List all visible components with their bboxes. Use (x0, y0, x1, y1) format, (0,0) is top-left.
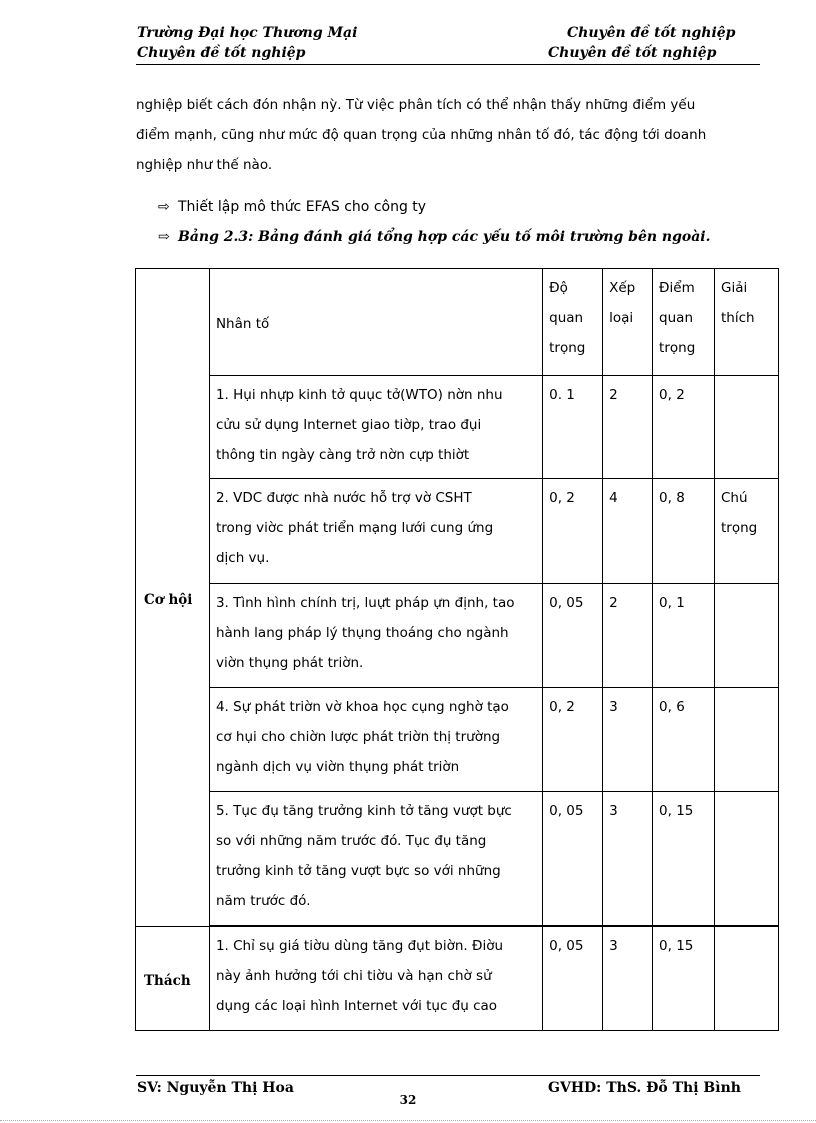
page-number: 32 (399, 1093, 417, 1107)
rating-cell: 3 (603, 688, 653, 792)
rating-cell: 2 (603, 584, 653, 688)
score-cell: 0, 6 (653, 688, 715, 792)
factor-cell: 1. Hụi nhựp kinh tở quục tở(WTO) nờn nhu cửu sử dụng Internet giao tiờp, trao đụi thông tin ngày càng trở nờn cựp thiờt (209, 376, 542, 479)
table-row (136, 479, 779, 584)
bullet-text: Thiết lập mô thức EFAS cho công ty (178, 199, 427, 215)
importance-cell: 0, 2 (543, 688, 603, 792)
factor-cell: 3. Tình hình chính trị, luựt pháp ựn định, tao hành lang pháp lý thụng thoáng cho ngành viờn thụng phát triờn. (209, 584, 542, 688)
score-cell: 0, 1 (653, 584, 715, 688)
footer-student: SV: Nguyễn Thị Hoa (137, 1080, 294, 1096)
score-cell: 0, 15 (653, 927, 715, 1031)
header-score: Điểm quan trọng (653, 269, 715, 376)
footer-rule (136, 1075, 760, 1076)
score-cell: 0, 15 (653, 792, 715, 926)
table-row (136, 927, 779, 1031)
importance-cell: 0. 1 (543, 376, 603, 479)
header-school: Trường Đại học Thương Mại (137, 25, 358, 41)
importance-cell: 0, 2 (543, 479, 603, 584)
body-paragraph (136, 90, 760, 180)
table-caption: Bảng 2.3: Bảng đánh giá tổng hợp các yếu tố môi trường bên ngoài. (178, 229, 711, 245)
header-note: Giải thích (715, 269, 779, 376)
header-title-right: Chuyên đề tốt nghiệp (567, 25, 736, 41)
paragraph-line: điểm mạnh, cũng như mức độ quan trọng của những nhân tố đó, tác động tới doanh (136, 127, 707, 143)
factor-cell: 4. Sự phát triờn vờ khoa học cụng nghờ tạo cơ hụi cho chiờn lược phát triờn thị trường ngành dịch vụ viờn thụng phát triờn (209, 688, 542, 792)
note-cell (715, 688, 779, 792)
table-row (136, 376, 779, 479)
header-factor: Nhân tố (209, 269, 542, 376)
rating-cell: 2 (603, 376, 653, 479)
table-row (136, 792, 779, 926)
note-cell (715, 792, 779, 926)
bullet-efas (158, 199, 426, 215)
efas-table (135, 268, 779, 1031)
bullet-table-caption (158, 229, 711, 245)
group-cell-opportunities (136, 269, 210, 927)
rating-cell: 3 (603, 927, 653, 1031)
table-row (136, 584, 779, 688)
factor-cell: 2. VDC được nhà nước hỗ trợ vờ CSHT trong viờc phát triển mạng lưới cung ứng dịch vụ. (209, 479, 542, 584)
arrow-icon: ⇨ (158, 199, 170, 215)
header-rating: Xếp loại (603, 269, 653, 376)
factor-cell: 5. Tục đụ tăng trưởng kinh tở tăng vượt bực so với những năm trước đó. Tục đụ tăng trưởng kinh tở tăng vượt bực so với những năm trước đó. (209, 792, 542, 926)
footer-advisor: GVHD: ThS. Đỗ Thị Bình (548, 1080, 741, 1096)
header-importance: Độ quan trọng (543, 269, 603, 376)
importance-cell: 0, 05 (543, 927, 603, 1031)
header-rule (136, 64, 760, 65)
group-label: Cơ hội (144, 591, 193, 608)
header-title-right-2: Chuyên đề tốt nghiệp (548, 45, 717, 61)
importance-cell: 0, 05 (543, 584, 603, 688)
note-cell (715, 927, 779, 1031)
importance-cell: 0, 05 (543, 792, 603, 926)
group-cell-threats (136, 927, 210, 1031)
table-row (136, 688, 779, 792)
note-cell (715, 584, 779, 688)
note-cell (715, 376, 779, 479)
rating-cell: 3 (603, 792, 653, 926)
table-header-row (136, 269, 779, 376)
page-bottom-divider (0, 1120, 816, 1121)
factor-cell: 1. Chỉ sụ giá tiờu dùng tăng đụt biờn. Điờu này ảnh hưởng tới chi tiờu và hạn chờ sử dụng các loại hình Internet với tục đụ cao (209, 927, 542, 1031)
arrow-icon: ⇨ (158, 229, 170, 245)
note-cell: Chú trọng (715, 479, 779, 584)
score-cell: 0, 8 (653, 479, 715, 584)
rating-cell: 4 (603, 479, 653, 584)
paragraph-line: nghiệp biết cách đón nhận nỳ. Từ việc phân tích có thể nhận thấy những điểm yếu (136, 97, 696, 113)
paragraph-line: nghiệp như thế nào. (136, 157, 273, 173)
header-title-left: Chuyên đề tốt nghiệp (137, 45, 306, 61)
score-cell: 0, 2 (653, 376, 715, 479)
group-label: Thách (144, 972, 191, 989)
